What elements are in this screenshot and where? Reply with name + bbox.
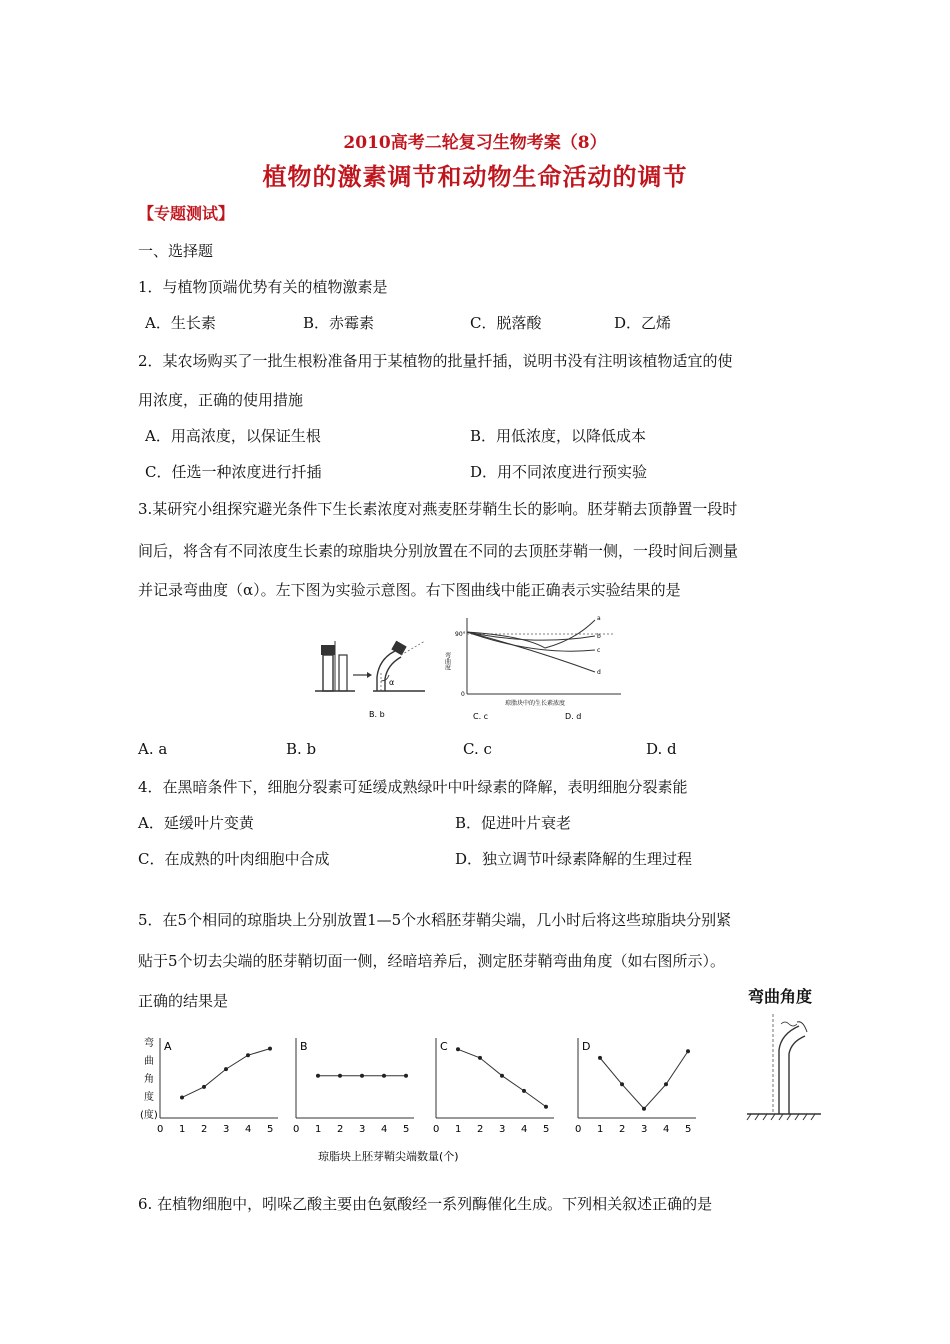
q2-option-b: B．用低浓度，以降低成本 [470, 427, 647, 445]
question-3-stem-line3: 并记录弯曲度（α）。左下图为实验示意图。右下图曲线中能正确表示实验结果的是 [138, 581, 681, 599]
q5-x-axis-label: 琼脂块上胚芽鞘尖端数量(个) [318, 1150, 459, 1163]
y-label-char-5: (度) [140, 1110, 158, 1121]
curve-label-d: d [597, 669, 601, 676]
x-axis-label: 琼脂块中的生长素浓度 [505, 700, 566, 707]
x-tick-c-3: 3 [499, 1124, 506, 1135]
x-tick-b-4: 4 [381, 1124, 388, 1135]
y-axis-label: 弯曲度 [443, 652, 451, 670]
q3-option-c: C. c [463, 740, 492, 758]
data-point-b-3 [360, 1074, 364, 1078]
q4-option-b: B．促进叶片衰老 [455, 814, 572, 832]
coleoptile-experiment-diagram [315, 637, 435, 727]
x-tick-d-2: 2 [619, 1124, 626, 1135]
data-point-d-3 [642, 1107, 646, 1111]
curve-label-b: b [597, 633, 601, 640]
tilted-agar-block-icon [391, 641, 406, 656]
x-tick-d-3: 3 [641, 1124, 648, 1135]
exam-title: 2010高考二轮复习生物考案（8） [343, 133, 607, 153]
x-tick-a-2: 2 [201, 1124, 208, 1135]
question-3-stem-line2: 间后，将含有不同浓度生长素的琼脂块分别放置在不同的去顶胚芽鞘一侧，一段时间后测量 [138, 542, 739, 560]
question-3-stem-line1: 3.某研究小组探究避光条件下生长素浓度对燕麦胚芽鞘生长的影响。胚芽鞘去顶静置一段时 [138, 500, 738, 518]
q1-option-a: A．生长素 [145, 314, 216, 332]
agar-block-icon [321, 645, 335, 655]
x-tick-c-4: 4 [521, 1124, 528, 1135]
question-4-stem: 4．在黑暗条件下，细胞分裂素可延缓成熟绿叶中叶绿素的降解，表明细胞分裂素能 [138, 778, 688, 796]
x-tick-a-5: 5 [267, 1124, 274, 1135]
y-label-char-3: 角 [144, 1074, 154, 1085]
data-point-a-4 [246, 1053, 250, 1057]
series-line-a [182, 1049, 270, 1098]
y-label-char-1: 弯 [144, 1038, 154, 1049]
q5-charts [138, 1028, 738, 1166]
x-tick-d-0: 0 [575, 1124, 582, 1135]
x-tick-b-5: 5 [403, 1124, 410, 1135]
question-5-stem-line3: 正确的结果是 [138, 992, 229, 1010]
bending-degree-curves [445, 612, 625, 727]
x-tick-c-1: 1 [455, 1124, 462, 1135]
x-tick-c-0: 0 [433, 1124, 440, 1135]
question-1-stem: 1．与植物顶端优势有关的植物激素是 [138, 278, 388, 296]
data-point-a-3 [224, 1067, 228, 1071]
data-point-b-2 [338, 1074, 342, 1078]
q2-option-d: D．用不同浓度进行预实验 [470, 463, 648, 481]
q3-option-d: D. d [646, 740, 677, 758]
right-caption-c: C. c [473, 712, 489, 721]
question-2-stem-line2: 用浓度，正确的使用措施 [138, 391, 304, 409]
x-tick-a-1: 1 [179, 1124, 186, 1135]
x-tick-d-5: 5 [685, 1124, 692, 1135]
q3-option-a: A. a [138, 740, 168, 758]
data-point-a-1 [180, 1095, 184, 1099]
data-point-c-4 [522, 1089, 526, 1093]
panel-title-b: B [300, 1040, 308, 1053]
left-figure-caption: B. b [369, 710, 385, 719]
series-line-c [458, 1049, 546, 1106]
x-tick-a-0: 0 [157, 1124, 164, 1135]
x-tick-c-5: 5 [543, 1124, 550, 1135]
x-tick-b-1: 1 [315, 1124, 322, 1135]
q4-option-c: C．在成熟的叶肉细胞中合成 [138, 850, 330, 868]
q1-option-c: C．脱落酸 [470, 314, 542, 332]
data-point-a-2 [202, 1085, 206, 1089]
question-6-stem: 6. 在植物细胞中，吲哚乙酸主要由色氨酸经一系列酶催化生成。下列相关叙述正确的是 [138, 1195, 713, 1213]
q1-option-d: D．乙烯 [614, 314, 672, 332]
y-tick-90: 90° [455, 631, 466, 638]
x-tick-b-2: 2 [337, 1124, 344, 1135]
data-point-a-5 [268, 1047, 272, 1051]
q1-option-b: B．赤霉素 [303, 314, 375, 332]
section-heading: 【专题测试】 [138, 204, 235, 223]
x-tick-b-0: 0 [293, 1124, 300, 1135]
data-point-b-4 [382, 1074, 386, 1078]
data-point-c-2 [478, 1056, 482, 1060]
x-tick-d-4: 4 [663, 1124, 670, 1135]
y-label-char-2: 曲 [144, 1056, 154, 1067]
series-line-d [600, 1051, 688, 1108]
q3-option-b: B. b [286, 740, 317, 758]
panel-title-d: D [582, 1040, 591, 1053]
question-5-stem-line2: 贴于5个切去尖端的胚芽鞘切面一侧，经暗培养后，测定胚芽鞘弯曲角度（如右图所示）。 [138, 952, 726, 970]
y-label-char-4: 度 [144, 1092, 154, 1103]
curve-label-a: a [597, 615, 601, 622]
q2-option-a: A．用高浓度，以保证生根 [145, 427, 321, 445]
question-2-stem-line1: 2．某农场购买了一批生根粉准备用于某植物的批量扦插，说明书没有注明该植物适宜的使 [138, 352, 733, 370]
x-tick-a-3: 3 [223, 1124, 230, 1135]
angle-label: α [389, 678, 395, 687]
data-point-c-5 [544, 1105, 548, 1109]
panel-title-a: A [164, 1040, 172, 1053]
bent-coleoptile-figure [745, 1010, 825, 1125]
data-point-d-1 [598, 1056, 602, 1060]
x-tick-a-4: 4 [245, 1124, 252, 1135]
data-point-b-5 [404, 1074, 408, 1078]
right-caption-d: D. d [565, 712, 582, 721]
data-point-c-1 [456, 1047, 460, 1051]
q4-option-d: D．独立调节叶绿素降解的生理过程 [455, 850, 693, 868]
x-tick-c-2: 2 [477, 1124, 484, 1135]
x-tick-d-1: 1 [597, 1124, 604, 1135]
x-tick-b-3: 3 [359, 1124, 366, 1135]
part-heading: 一、选择题 [138, 242, 214, 260]
curve-label-c: c [597, 647, 601, 654]
data-point-d-5 [686, 1049, 690, 1053]
question-5-stem-line1: 5．在5个相同的琼脂块上分别放置1—5个水稻胚芽鞘尖端，几小时后将这些琼脂块分别紧 [138, 911, 732, 929]
data-point-c-3 [500, 1074, 504, 1078]
q4-option-a: A．延缓叶片变黄 [138, 814, 254, 832]
chapter-title: 植物的激素调节和动物生命活动的调节 [262, 162, 688, 191]
panel-title-c: C [440, 1040, 448, 1053]
data-point-d-2 [620, 1082, 624, 1086]
q2-option-c: C．任选一种浓度进行扦插 [145, 463, 322, 481]
data-point-d-4 [664, 1082, 668, 1086]
bending-angle-label: 弯曲角度 [748, 987, 813, 1006]
data-point-b-1 [316, 1074, 320, 1078]
origin-label: 0 [461, 691, 465, 698]
